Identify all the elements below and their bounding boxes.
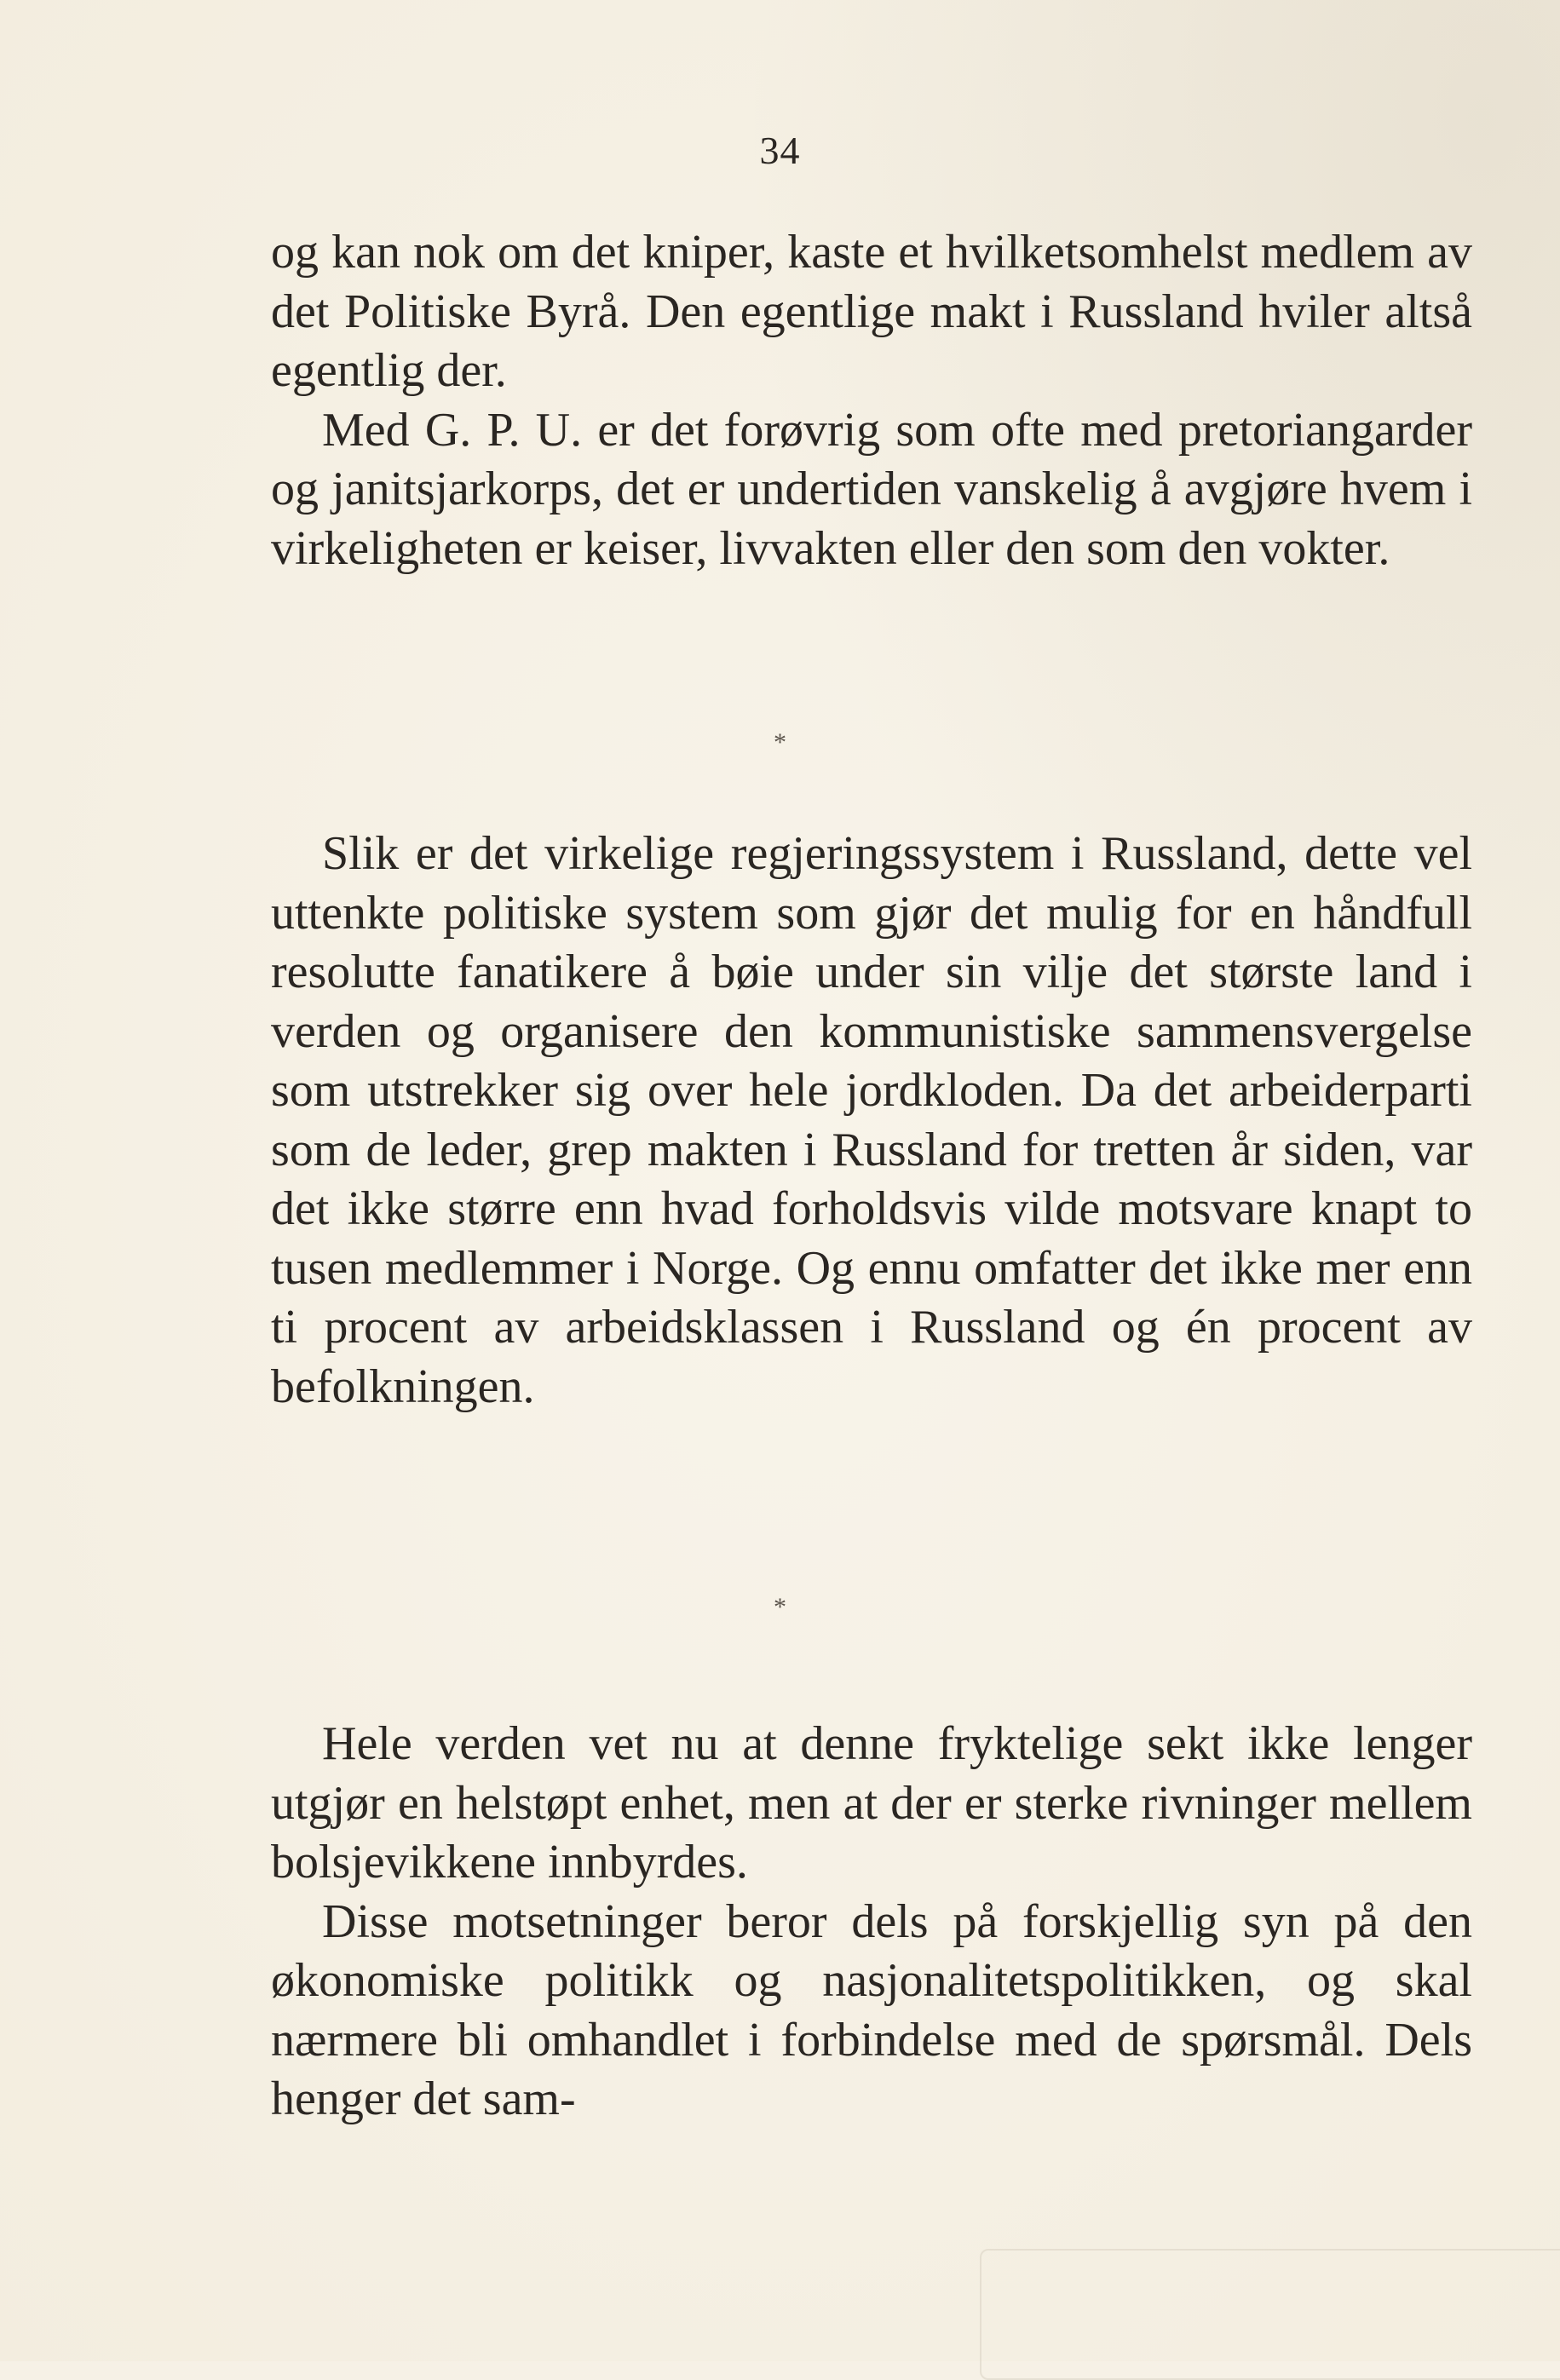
- paragraph: Med G. P. U. er det forøvrig som ofte med pretoriangarder og janitsjarkorps, det er undertiden vanskelig å avgjøre hvem i virkeligheten er keiser, livvakten eller den som den vokter.: [271, 403, 1472, 575]
- paragraph: og kan nok om det kniper, kaste et hvilketsomhelst medlem av det Politiske Byrå. Den egentlige makt i Russland hviler altså egentlig der.: [271, 226, 1472, 397]
- paragraph: Hele verden vet nu at denne fryktelige sekt ikke lenger utgjør en helstøpt enhet, men at der er sterke rivninger mellem bolsjevikkene innbyrdes.: [271, 1717, 1472, 1888]
- page-number: 34: [759, 129, 801, 172]
- text-block-3: [271, 1715, 1472, 2130]
- section-separator-2: *: [774, 1593, 786, 1621]
- text-block-1: [271, 223, 1472, 578]
- paragraph: Slik er det virkelige regjeringssystem i Russland, dette vel uttenkte politiske system som gjør det mulig for en håndfull resolutte fanatikere å bøie under sin vilje det største land i verden og organisere den kommunistiske sammensvergelse som utstrekker sig over hele jordkloden. Da det arbeiderparti som de leder, grep makten i Russland for tretten år siden, var det ikke større enn hvad forholdsvis vilde motsvare knapt to tusen medlemmer i Norge. Og ennu omfatter det ikke mer enn ti procent av arbeidsklassen i Russland og én procent av befolkningen.: [271, 827, 1472, 1413]
- section-separator-1: *: [774, 728, 786, 756]
- library-stamp-outline: [980, 2249, 1560, 2380]
- paragraph: Disse motsetninger beror dels på forskjellig syn på den økonomiske politikk og nasjonalitetspolitikken, og skal nærmere bli omhandlet i forbindelse med de spørsmål. Dels henger det sam-: [271, 1894, 1472, 2125]
- text-block-2: [271, 825, 1472, 1417]
